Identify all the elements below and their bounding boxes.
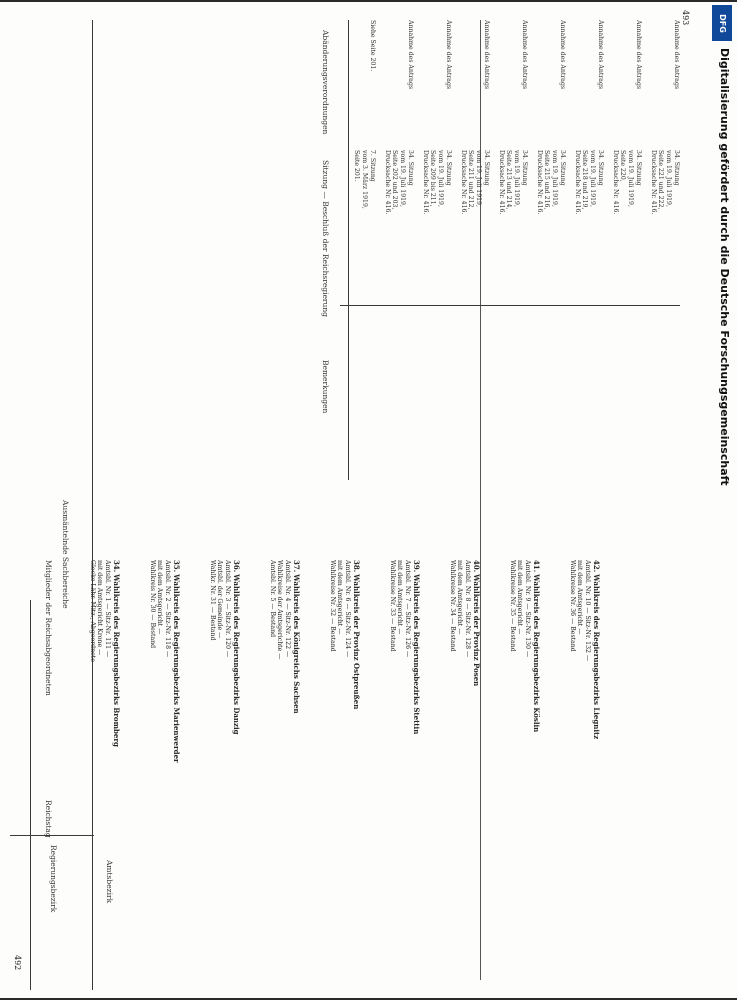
left-entry-line: Amtsbl. Nr. 1 — Sitz-Nr. 111 — xyxy=(104,560,112,658)
right-entry-detail: Drucksache Nr. 416. xyxy=(421,150,429,215)
right-entry-detail: Seite 215 und 216, xyxy=(543,150,551,210)
right-entry-remark: Annahme des Antrags xyxy=(597,20,604,90)
digitization-notice: Digitalisierung gefördert durch die Deutsche Forschungsgemeinschaft xyxy=(718,48,731,486)
left-entry-heading xyxy=(111,560,120,747)
right-entry-session: 34. Sitzung xyxy=(635,150,642,186)
left-entry-heading xyxy=(591,560,600,739)
left-entry xyxy=(448,560,480,686)
left-entry-line: Wahlkreise Nr. 33 — Bestand xyxy=(388,560,396,652)
left-rule-2 xyxy=(92,20,93,990)
left-header-reichstag: Reichstag xyxy=(44,800,53,838)
left-entry-line: Wahlkreis Nr. 30 — Bestand xyxy=(148,560,156,649)
right-entry xyxy=(649,150,680,214)
right-entry-detail: Seite 213 und 214, xyxy=(505,150,513,210)
left-entry-line: Amtsbl. Nr. 5 — Bestand xyxy=(268,560,276,638)
right-entry-session: 34. Sitzung xyxy=(673,150,680,186)
left-entry-number: 41. xyxy=(532,560,541,573)
left-entry-heading xyxy=(291,560,300,714)
left-entry-number: 35. xyxy=(172,560,181,573)
left-entry-heading xyxy=(351,560,360,709)
left-entry-title: Wahlkreis der Provinz Ostpreußen xyxy=(352,574,361,710)
right-page-number: 493 xyxy=(681,10,690,26)
right-entry-detail: Seite 220, xyxy=(619,150,627,182)
left-header-members: Mitglieder der Reichsabgeordneten xyxy=(44,560,53,696)
right-entry-detail: vom 19. Juli 1919, xyxy=(551,150,559,207)
left-header-sachbereiche: Ausmäntelnde Sachbereiche xyxy=(61,500,70,609)
right-entry-remark: Annahme des Antrags xyxy=(483,20,490,90)
right-entry-detail: Drucksache Nr. 416. xyxy=(497,150,505,215)
left-entry-line: Amtsbl. Nr. 9 — Sitz-Nr. 130 — xyxy=(524,560,532,658)
right-rule-h xyxy=(340,305,680,306)
left-entry-title: Wahlkreis des Regierungsbezirks Köslin xyxy=(532,574,541,733)
right-entry-detail: Seite 209 bis 211, xyxy=(429,150,437,207)
right-entry-detail: Seite 211 und 212, xyxy=(467,150,475,210)
right-entry-detail: vom 19. Juli 1919, xyxy=(589,150,597,207)
right-entry-detail: vom 19. Juli 1919, xyxy=(475,150,483,207)
right-entry-detail: vom 19. Juli 1919, xyxy=(437,150,445,207)
right-entry-detail: vom 19. Juli 1919, xyxy=(513,150,521,207)
right-entry xyxy=(573,150,604,214)
left-entry-line: Amtsbl. Nr. 2 — Sitz-Nr. 118 — xyxy=(164,560,172,658)
right-entry-session: 7. Sitzung xyxy=(369,150,376,182)
left-entry xyxy=(88,560,120,747)
right-entry xyxy=(459,150,490,214)
right-entry-remark: Siehe Seite 201. xyxy=(369,20,376,72)
right-entry xyxy=(353,150,376,209)
left-entry xyxy=(568,560,600,739)
left-entry-line: mit dem Amtsgericht — xyxy=(576,560,584,635)
left-entry-number: 40. xyxy=(472,560,481,573)
left-entry-line: Amtsbl. Nr. 6 — Sitz-Nr. 124 — xyxy=(344,560,352,658)
right-entry-detail: Drucksache Nr. 416. xyxy=(649,150,657,215)
right-entry xyxy=(611,150,642,214)
left-rule-1 xyxy=(30,600,31,990)
left-entry-title: Wahlkreis des Regierungsbezirks Danzig xyxy=(232,574,241,735)
left-entry-title: Wahlkreis des Regierungsbezirks Marienwerder xyxy=(172,574,181,763)
right-entry-remark: Annahme des Antrags xyxy=(635,20,642,90)
right-header-col2: Sitzung — Beschluß der Reichsregierung xyxy=(321,160,330,317)
left-entry-line: mit dem Amtsgericht — xyxy=(156,560,164,635)
left-entry-number: 42. xyxy=(592,560,601,573)
left-entry-number: 38. xyxy=(352,560,361,573)
left-entry-line: Amtsbl. Nr. 7 — Sitz-Nr. 126 — xyxy=(404,560,412,658)
right-entry-session: 34. Sitzung xyxy=(559,150,566,186)
left-entry-line: mit dem Amtsgericht — xyxy=(516,560,524,635)
left-entry xyxy=(208,560,240,735)
left-entry xyxy=(148,560,180,763)
left-entry-title: Wahlkreis des Königreichs Sachsen xyxy=(292,574,301,714)
right-entry-detail: Seite 201. xyxy=(353,150,361,182)
right-header-col3: Bemerkungen xyxy=(321,360,330,414)
right-entry-detail: Seite 221 und 222, xyxy=(657,150,665,210)
left-entry xyxy=(508,560,540,732)
left-entry-line: Glocke Lähr. Mitz., Abgeordnete xyxy=(88,560,96,662)
left-entry-line: mit dem Amtsgericht — xyxy=(336,560,344,635)
left-entry-line: Amtsbl. Nr. 8 — Sitz-Nr. 128 — xyxy=(464,560,472,658)
left-entry xyxy=(328,560,360,709)
right-entry-detail: Drucksache Nr. 416. xyxy=(573,150,581,215)
left-entry-number: 37. xyxy=(292,560,301,573)
left-entry-number: 34. xyxy=(112,560,121,573)
right-entry-detail: Drucksache Nr. 416. xyxy=(611,150,619,215)
left-entry-line: Amtsbl. der Gemeinde — xyxy=(216,560,224,639)
right-entry-detail: Drucksache Nr. 416. xyxy=(383,150,391,215)
right-entry-remark: Annahme des Antrags xyxy=(559,20,566,90)
right-entry-detail: Drucksache Nr. 416. xyxy=(535,150,543,215)
left-entry-heading xyxy=(171,560,180,763)
right-entry-session: 34. Sitzung xyxy=(483,150,490,186)
left-entry-line: Wahlkreise der Amtsgerichte — xyxy=(276,560,284,660)
right-rule-header xyxy=(348,20,349,480)
right-entry-detail: vom 19. Juli 1919, xyxy=(627,150,635,207)
right-entry-remark: Annahme des Antrags xyxy=(407,20,414,90)
left-entry-line: Wahlkreise Nr. 32 — Bestand xyxy=(328,560,336,652)
left-entry-line: Wahlkreise Nr. 35 — Bestand xyxy=(508,560,516,652)
left-entry-title: Wahlkreis der Provinz Posen xyxy=(472,574,481,687)
right-entry xyxy=(383,150,414,214)
left-page-number: 492 xyxy=(13,955,22,971)
left-header-place: Regierungsbezirk xyxy=(49,845,58,913)
scan-edge-top xyxy=(0,0,737,2)
right-entry-session: 34. Sitzung xyxy=(407,150,414,186)
left-entry-heading xyxy=(531,560,540,732)
left-entry-title: Wahlkreis des Regierungsbezirks Stettin xyxy=(412,574,421,735)
left-header-amtsbezirk: Amtsbezirk xyxy=(105,860,114,904)
right-entry-detail: Drucksache Nr. 416. xyxy=(459,150,467,215)
right-entry-session: 34. Sitzung xyxy=(445,150,452,186)
dfg-badge-text: DFG xyxy=(717,13,727,33)
left-entry xyxy=(268,560,300,714)
left-entry-heading xyxy=(471,560,480,686)
right-entry-detail: Seite 202 und 203, xyxy=(391,150,399,210)
right-entry xyxy=(421,150,452,214)
left-entry-number: 39. xyxy=(412,560,421,573)
left-entry-heading xyxy=(411,560,420,734)
left-entry-line: Wahlkreise Nr. 34 — Bestand xyxy=(448,560,456,652)
left-entry-line: Amtsbl. Nr. 4 — Sitz-Nr. 122 — xyxy=(284,560,292,658)
left-entry-line: mit dem Amtsgericht Krone — xyxy=(96,560,104,656)
right-entry-detail: vom 3. März 1919, xyxy=(361,150,369,209)
right-entry-remark: Annahme des Antrags xyxy=(521,20,528,90)
right-entry xyxy=(535,150,566,214)
right-entry-detail: vom 19. Juli 1919, xyxy=(399,150,407,207)
left-entry-title: Wahlkreis des Regierungsbezirks Bromberg xyxy=(112,574,121,747)
right-entry-session: 34. Sitzung xyxy=(597,150,604,186)
right-entry xyxy=(497,150,528,214)
right-entry-session: 34. Sitzung xyxy=(521,150,528,186)
right-entry-detail: Seite 218 und 219, xyxy=(581,150,589,210)
right-entry-remark: Annahme des Antrags xyxy=(673,20,680,90)
left-entry-line: Wahlkreise Nr. 36 — Bestand xyxy=(568,560,576,652)
right-entry-remark: Annahme des Antrags xyxy=(445,20,452,90)
dfg-logo-badge xyxy=(712,5,732,41)
right-entry-detail: vom 19. Juli 1919, xyxy=(665,150,673,207)
left-entry-line: mit dem Amtsgericht — xyxy=(396,560,404,635)
right-header-col1: Abänderungsverordnungen xyxy=(321,30,330,135)
left-entry-line: Amtsbl. Nr. 3 — Sitz-Nr. 120 — xyxy=(224,560,232,658)
left-entry-number: 36. xyxy=(232,560,241,573)
left-entry-line: Wahlkr. Nr. 31 — Bestand xyxy=(208,560,216,641)
left-entry xyxy=(388,560,420,734)
left-entry-heading xyxy=(231,560,240,735)
left-entry-line: Amtsbl. Nr. 10 — Sitz-Nr. 132 — xyxy=(584,560,592,662)
left-entry-line: mit dem Amtsgericht — xyxy=(456,560,464,635)
left-entry-title: Wahlkreis des Regierungsbezirks Liegnitz xyxy=(592,574,601,740)
